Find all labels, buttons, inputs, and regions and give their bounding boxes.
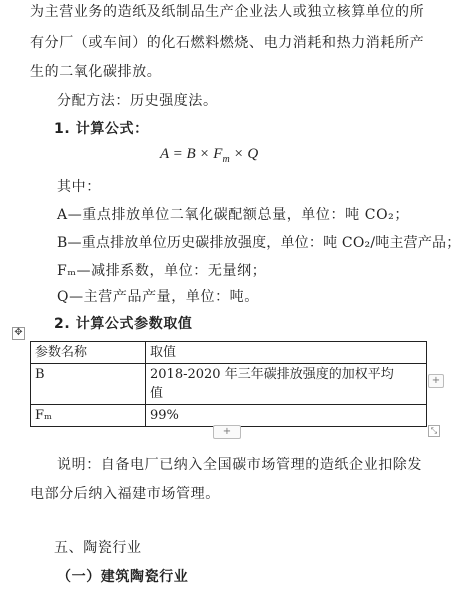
heading-formula: 1. 计算公式：: [54, 121, 149, 137]
table-cell-value-line: 值: [150, 386, 164, 401]
where-label: 其中：: [57, 179, 101, 195]
table-row: [31, 405, 427, 427]
subsection-heading: （一）建筑陶瓷行业: [57, 569, 189, 585]
definition-q: Q—主营产品产量，单位：吨。: [57, 289, 259, 305]
body-line-2: 有分厂（或车间）的化石燃料燃烧、电力消耗和热力消耗所产: [30, 35, 425, 51]
definition-b: B—重点排放单位历史碳排放强度，单位：吨 CO₂/吨主营产品；: [57, 235, 461, 251]
table-cell-value[interactable]: [146, 364, 427, 405]
heading-parameters: 2. 计算公式参数取值: [54, 316, 193, 332]
table-cell-value-line: 2018-2020 年三年碳排放强度的加权平均: [150, 367, 394, 382]
note-line-2: 电部分后纳入福建市场管理。: [30, 486, 220, 502]
table-row: [31, 364, 427, 405]
note-line-1: 说明：自备电厂已纳入全国碳市场管理的造纸企业扣除发: [57, 457, 422, 473]
add-row-button[interactable]: +: [213, 425, 241, 439]
table-header-cell[interactable]: 取值: [146, 342, 427, 364]
body-line-3: 生的二氧化碳排放。: [30, 64, 162, 80]
table-cell-name[interactable]: Fₘ: [31, 405, 146, 427]
table-cell-name[interactable]: B: [31, 364, 146, 405]
parameter-table: [30, 341, 427, 427]
table-cell-value[interactable]: 99%: [146, 405, 427, 427]
section-heading: 五、陶瓷行业: [54, 540, 142, 556]
formula: $A = B \times F_m \times Q$: [160, 146, 259, 165]
table-header-row: [31, 342, 427, 364]
add-column-button[interactable]: +: [428, 374, 444, 388]
table-move-icon[interactable]: ✥: [12, 327, 25, 340]
table-resize-icon[interactable]: ⤡: [428, 425, 440, 437]
table-header-cell[interactable]: 参数名称: [31, 342, 146, 364]
definition-f: Fₘ—减排系数，单位：无量纲；: [57, 263, 267, 279]
definition-a: A—重点排放单位二氧化碳配额总量，单位：吨 CO₂；: [57, 207, 409, 223]
method-text: 分配方法：历史强度法。: [57, 93, 218, 109]
body-line-1: 为主营业务的造纸及纸制品生产企业法人或独立核算单位的所: [30, 4, 425, 20]
